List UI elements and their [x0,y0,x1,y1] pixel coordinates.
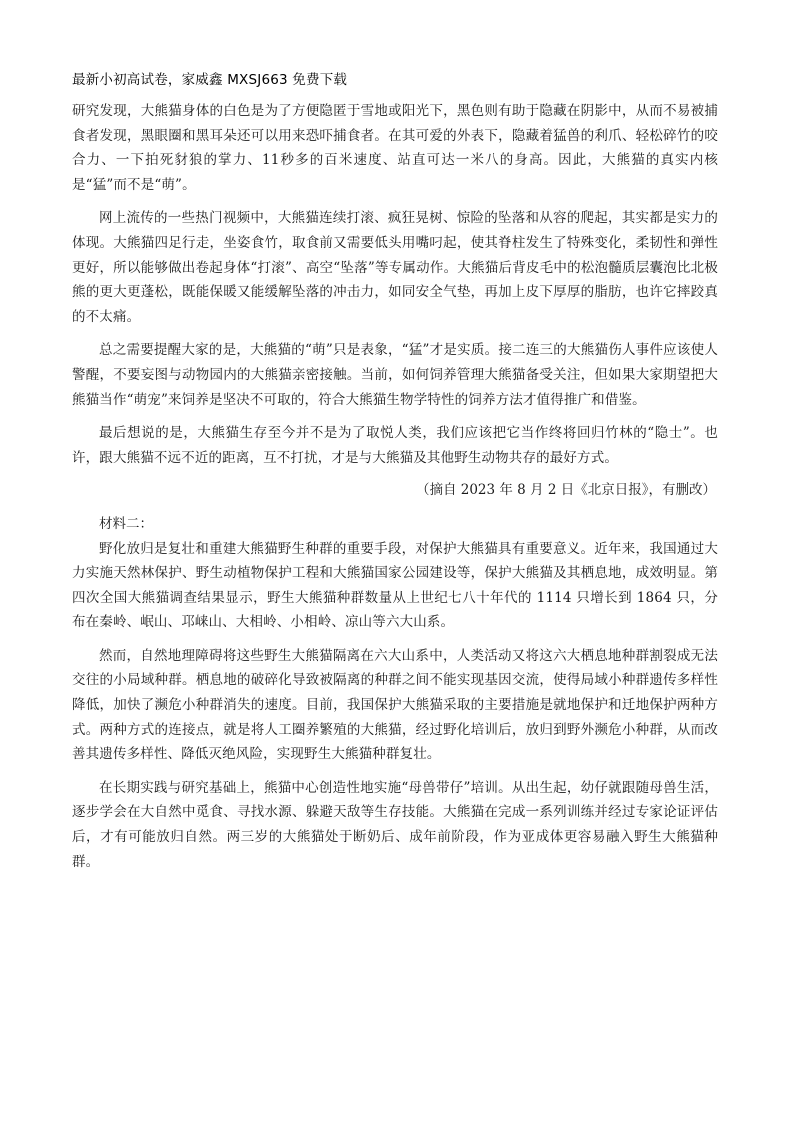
material1-paragraph-3: 总之需要提醒大家的是，大熊猫的“萌”只是表象，“猛”才是实质。接二连三的大熊猫伤人事件应该使人警醒，不要妄图与动物园内的大熊猫亲密接触。当前，如何饲养管理大熊猫备受关注，但如果大家期望把大熊猫当作“萌宠”来饲养是坚决不可取的，符合大熊猫生物学特性的饲养方法才值得推广和借鉴。 [72,342,718,408]
material2-paragraph-2: 然而，自然地理障碍将这些野生大熊猫隔离在六大山系中，人类活动又将这六大栖息地种群割裂成无法交往的小局域种群。栖息地的破碎化导致被隔离的种群之间不能实现基因交流，使得局域小种群遗传多样性降低，加快了濒危小种群消失的速度。目前，我国保护大熊猫采取的主要措施是就地保护和迁地保护两种方式。两种方式的连接点，就是将人工圈养繁殖的大熊猫，经过野化培训后，放归到野外濒危小种群，从而改善其遗传多样性、降低灭绝风险，实现野生大熊猫种群复壮。 [72,647,718,763]
material1-source: （摘自 2023 年 8 月 2 日《北京日报》，有删改） [415,482,716,499]
material2-paragraph-1: 野化放归是复壮和重建大熊猫野生种群的重要手段，对保护大熊猫具有重要意义。近年来，我国通过大力实施天然林保护、野生动植物保护工程和大熊猫国家公园建设等，保护大熊猫及其栖息地，成效明显。第四次全国大熊猫调查结果显示，野生大熊猫种群数量从上世纪七八十年代的 1114 只增长到 1864 只，分布在秦岭、岷山、邛崃山、大相岭、小相岭、凉山等六大山系。 [72,540,718,631]
material1-paragraph-2: 网上流传的一些热门视频中，大熊猫连续打滚、疯狂晃树、惊险的坠落和从容的爬起，其实都是实力的体现。大熊猫四足行走，坐姿食竹，取食前又需要低头用嘴叼起，使其脊柱发生了特殊变化，柔韧性和弹性更好，所以能够做出卷起身体“打滚”、高空“坠落”等专属动作。大熊猫后背皮毛中的松泡髓质层囊泡比北极熊的更大更蓬松，既能保暖又能缓解坠落的冲击力，如同安全气垫，再加上皮下厚厚的脂肪，也许它摔跤真的不太痛。 [72,210,718,325]
material2-paragraph-3: 在长期实践与研究基础上，熊猫中心创造性地实施“母兽带仔”培训。从出生起，幼仔就跟随母兽生活，逐步学会在大自然中觅食、寻找水源、躲避天敌等生存技能。大熊猫在完成一系列训练并经过专家论证评估后，才有可能放归自然。两三岁的大熊猫处于断奶后、成年前阶段，作为亚成体更容易融入野生大熊猫种群。 [72,779,718,870]
material1-paragraph-1: 研究发现，大熊猫身体的白色是为了方便隐匿于雪地或阳光下，黑色则有助于隐藏在阴影中，从而不易被捕食者发现，黑眼圈和黑耳朵还可以用来恐吓捕食者。在其可爱的外表下，隐藏着猛兽的利爪、轻松碎竹的咬合力、一下拍死豺狼的掌力、11秒多的百米速度、站直可达一米八的身高。因此，大熊猫的真实内核是“猛”而不是“萌”。 [72,103,718,193]
material2-label: 材料二： [99,515,153,532]
article-body [72,99,718,874]
page-header: 最新小初高试卷，家威鑫 MXSJ663 免费下载 [72,72,348,88]
material1-paragraph-4: 最后想说的是，大熊猫生存至今并不是为了取悦人类，我们应该把它当作终将回归竹林的“隐士”。也许，跟大熊猫不远不近的距离，互不打扰，才是与大熊猫及其他野生动物共存的最好方式。 [72,425,718,466]
